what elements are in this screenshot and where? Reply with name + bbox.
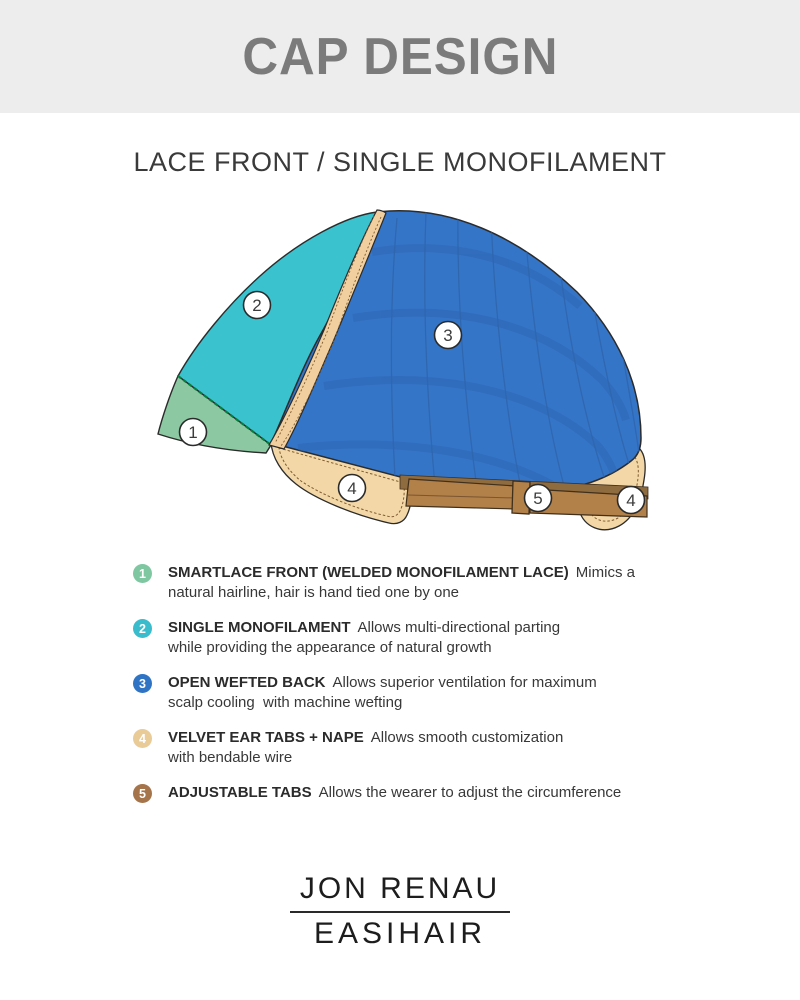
legend-label: OPEN WEFTED BACK <box>168 674 326 691</box>
legend-desc-line2: while providing the appearance of natural growth <box>168 639 492 656</box>
callout-5 <box>525 485 552 512</box>
legend <box>133 563 693 818</box>
svg-text:3: 3 <box>443 326 453 345</box>
legend-desc: Allows multi-directional parting <box>357 619 561 636</box>
legend-label: SINGLE MONOFILAMENT <box>168 619 351 636</box>
diagram-subtitle: LACE FRONT / SINGLE MONOFILAMENT <box>133 147 667 177</box>
legend-desc: Allows the wearer to adjust the circumference <box>318 784 622 801</box>
legend-desc: Mimics a <box>575 564 635 581</box>
legend-item-smartlace-front <box>133 563 693 603</box>
sub-brand-name: EASIHAIR <box>313 917 487 950</box>
svg-text:4: 4 <box>347 479 357 498</box>
svg-text:2: 2 <box>252 296 262 315</box>
header-band <box>0 0 800 113</box>
legend-label: SMARTLACE FRONT (WELDED MONOFILAMENT LACE) <box>168 564 569 581</box>
callout-4-right <box>618 487 645 514</box>
legend-desc: Allows smooth customization <box>370 729 564 746</box>
brand-name: JON RENAU <box>299 872 501 905</box>
legend-label: ADJUSTABLE TABS <box>168 784 312 801</box>
svg-text:4: 4 <box>626 491 636 510</box>
svg-text:1: 1 <box>188 423 198 442</box>
legend-dot-1: 1 <box>133 564 152 583</box>
legend-dot-4: 4 <box>133 729 152 748</box>
svg-text:5: 5 <box>533 489 543 508</box>
callout-1 <box>180 419 207 446</box>
page-title: CAP DESIGN <box>241 27 559 86</box>
legend-desc: Allows superior ventilation for maximum <box>332 674 597 691</box>
brand-divider <box>290 911 510 913</box>
legend-dot-2: 2 <box>133 619 152 638</box>
legend-label: VELVET EAR TABS + NAPE <box>168 729 364 746</box>
legend-item-open-wefted-back <box>133 673 693 713</box>
legend-desc-line2: natural hairline, hair is hand tied one by one <box>168 584 460 601</box>
legend-item-single-monofilament <box>133 618 693 658</box>
legend-dot-3: 3 <box>133 674 152 693</box>
brand-footer <box>0 872 800 951</box>
legend-item-adjustable-tabs <box>133 783 693 803</box>
callout-2 <box>244 292 271 319</box>
legend-desc-line2: scalp cooling with machine wefting <box>168 694 403 711</box>
legend-item-velvet-ear-tabs <box>133 728 693 768</box>
callout-4-left <box>339 475 366 502</box>
legend-desc-line2: with bendable wire <box>168 749 293 766</box>
callout-3 <box>435 322 462 349</box>
wig-cap-diagram <box>150 196 680 546</box>
legend-dot-5: 5 <box>133 784 152 803</box>
